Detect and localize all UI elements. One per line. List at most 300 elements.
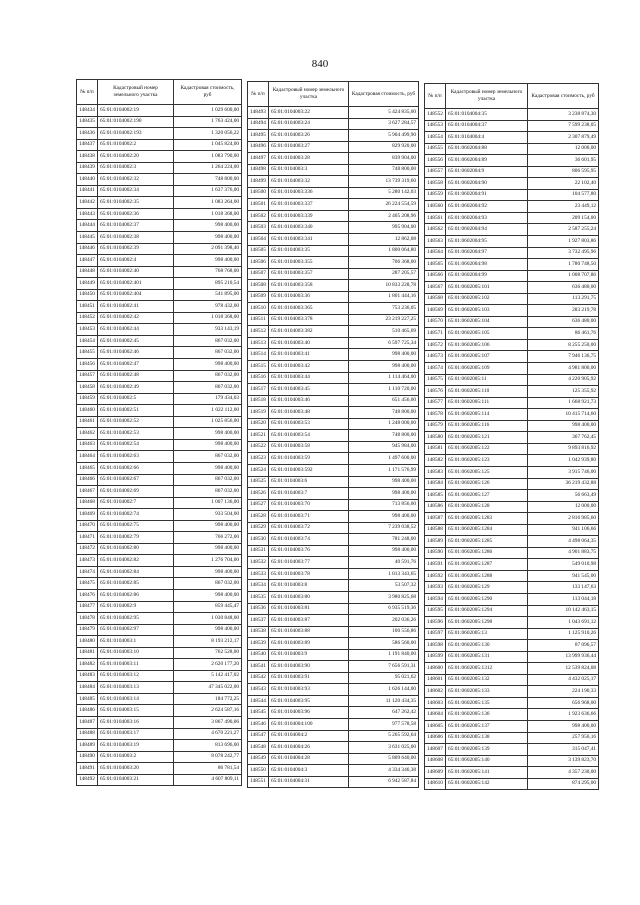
cadastral-value: 283 219,78 <box>528 305 599 317</box>
cadastral-number: 65:01:0104002:4 <box>98 255 174 267</box>
cadastral-number: 65:01:0104003:21 <box>98 774 174 786</box>
cadastral-number: 65:01:0104003:3 <box>269 164 349 176</box>
cadastral-value: 95 021,62 <box>349 672 419 684</box>
table-row <box>248 234 419 246</box>
table-row <box>77 266 242 278</box>
cadastral-value: 998 400,00 <box>528 420 599 432</box>
table-row <box>425 339 599 351</box>
table-row <box>248 776 419 788</box>
table-row <box>77 185 242 197</box>
cadastral-value: 257 956,16 <box>528 732 599 744</box>
cadastral-value: 2 405 208,96 <box>349 210 419 222</box>
header-cadastral: Кадастровый номер земельного участка <box>269 82 349 107</box>
table-row <box>77 312 242 324</box>
row-number: 148588 <box>425 524 446 536</box>
cadastral-value: 1 025 856,00 <box>174 416 242 428</box>
cadastral-number: 65:01:0602005:1286 <box>446 547 528 559</box>
table-row <box>77 578 242 590</box>
row-number: 148494 <box>248 118 269 130</box>
cadastral-value: 941 106,66 <box>528 524 599 536</box>
cadastral-number: 65:01:0602005:104 <box>446 316 528 328</box>
cadastral-value: 26 224 554,59 <box>349 199 419 211</box>
table-row <box>248 649 419 661</box>
table-row <box>77 624 242 636</box>
cadastral-value: 1 110 720,00 <box>349 384 419 396</box>
cadastral-number: 65:01:0104002:97 <box>98 624 174 636</box>
table-row <box>425 201 599 213</box>
row-number: 148516 <box>248 372 269 384</box>
table-row <box>425 744 599 756</box>
row-number: 148460 <box>77 405 98 417</box>
cadastral-value: 748 800,00 <box>349 407 419 419</box>
table-row <box>77 670 242 682</box>
row-number: 148515 <box>248 361 269 373</box>
cadastral-value: 4 498 064,35 <box>528 536 599 548</box>
table-row <box>425 120 599 132</box>
table-row <box>77 208 242 220</box>
row-number: 148469 <box>77 509 98 521</box>
table-row <box>77 589 242 601</box>
cadastral-value: 8 078 242,77 <box>174 751 242 763</box>
table-row <box>77 486 242 498</box>
row-number: 148557 <box>425 166 446 178</box>
registry-table-2 <box>247 81 419 788</box>
table-row <box>248 268 419 280</box>
table-row <box>248 314 419 326</box>
row-number: 148571 <box>425 328 446 340</box>
row-number: 148544 <box>248 695 269 707</box>
table-row <box>248 280 419 292</box>
row-number: 148514 <box>248 349 269 361</box>
table-row <box>248 626 419 638</box>
cadastral-value: 998 400,00 <box>349 349 419 361</box>
cadastral-number: 65:01:0104003:88 <box>269 626 349 638</box>
row-number: 148609 <box>425 767 446 779</box>
cadastral-value: 636 480,00 <box>528 282 599 294</box>
table-row <box>77 382 242 394</box>
table-row <box>425 720 599 732</box>
table-row <box>77 497 242 509</box>
cadastral-value: 113 044,18 <box>528 593 599 605</box>
row-number: 148534 <box>248 580 269 592</box>
table-row <box>248 257 419 269</box>
cadastral-number: 65:01:0602005:106 <box>446 339 528 351</box>
row-number: 148568 <box>425 293 446 305</box>
cadastral-value: 867 032,00 <box>174 474 242 486</box>
cadastral-value: 998 400,00 <box>174 543 242 555</box>
cadastral-number: 65:01:0602005:133 <box>446 686 528 698</box>
table-row <box>425 282 599 294</box>
cadastral-value: 933 143,19 <box>174 324 242 336</box>
cadastral-number: 65:01:0602005:142 <box>446 778 528 790</box>
table-row <box>425 524 599 536</box>
table-row <box>248 418 419 430</box>
row-number: 148449 <box>77 278 98 290</box>
cadastral-number: 65:01:0104003:59 <box>269 453 349 465</box>
cadastral-number: 65:01:0602005:13 <box>446 628 528 640</box>
cadastral-number: 65:01:0104002:42 <box>98 312 174 324</box>
table-row <box>77 416 242 428</box>
cadastral-value: 1 320 056,22 <box>174 128 242 140</box>
cadastral-value: 1 022 112,00 <box>174 405 242 417</box>
table-row <box>248 476 419 488</box>
row-number: 148508 <box>248 280 269 292</box>
cadastral-value: 998 400,00 <box>528 720 599 732</box>
table-row <box>425 432 599 444</box>
header-cadastral: Кадастровый номер земельного участка <box>98 80 174 105</box>
row-number: 148565 <box>425 259 446 271</box>
cadastral-number: 65:01:0602004:99 <box>446 270 528 282</box>
cadastral-value: 1 927 803,86 <box>528 236 599 248</box>
table-row <box>248 407 419 419</box>
registry-table-1 <box>76 79 242 786</box>
table-row <box>425 501 599 513</box>
row-number: 148504 <box>248 234 269 246</box>
cadastral-number: 65:01:0104002:53 <box>98 428 174 440</box>
cadastral-number: 65:01:0602005:1287 <box>446 559 528 571</box>
cadastral-value: 7 599 238,05 <box>528 120 599 132</box>
table-row <box>248 361 419 373</box>
cadastral-value: 510 465,09 <box>349 326 419 338</box>
header-cadastral: Кадастровый номер земельного участка <box>446 84 528 109</box>
cadastral-number: 65:01:0602005:1294 <box>446 605 528 617</box>
cadastral-number: 65:01:0104003:93 <box>269 684 349 696</box>
row-number: 148525 <box>248 476 269 488</box>
cadastral-value: 3 631 025,00 <box>349 742 419 754</box>
row-number: 148482 <box>77 659 98 671</box>
row-number: 148465 <box>77 462 98 474</box>
row-number: 148527 <box>248 499 269 511</box>
cadastral-number: 65:01:0104003:355 <box>269 257 349 269</box>
cadastral-value: 11 120 434,35 <box>349 695 419 707</box>
cadastral-value: 1 045 824,00 <box>174 139 242 151</box>
cadastral-value: 36 601,95 <box>528 155 599 167</box>
cadastral-value: 1 800 064,80 <box>349 245 419 257</box>
row-number: 148547 <box>248 730 269 742</box>
table-row <box>248 453 419 465</box>
row-number: 148555 <box>425 143 446 155</box>
table-row <box>248 199 419 211</box>
row-number: 148545 <box>248 707 269 719</box>
table-row <box>425 628 599 640</box>
row-number: 148498 <box>248 164 269 176</box>
row-number: 148459 <box>77 393 98 405</box>
cadastral-value: 1 248 000,00 <box>349 418 419 430</box>
table-row <box>248 672 419 684</box>
row-number: 148584 <box>425 478 446 490</box>
table-row <box>77 682 242 694</box>
cadastral-value: 3 867 490,06 <box>174 716 242 728</box>
cadastral-value: 1 029 600,00 <box>174 105 242 117</box>
cadastral-number: 65:01:0104003:45 <box>269 384 349 396</box>
table-row <box>425 559 599 571</box>
cadastral-value: 3 980 825,68 <box>349 591 419 603</box>
cadastral-value: 998 400,00 <box>349 545 419 557</box>
table-row <box>248 372 419 384</box>
table-row <box>248 222 419 234</box>
row-number: 148535 <box>248 591 269 603</box>
cadastral-number: 65:01:0104003:11 <box>98 659 174 671</box>
cadastral-value: 40 591,76 <box>349 557 419 569</box>
cadastral-value: 2 624 587,16 <box>174 705 242 717</box>
row-number: 148481 <box>77 647 98 659</box>
table-row <box>77 116 242 128</box>
table-row <box>425 593 599 605</box>
row-number: 148496 <box>248 141 269 153</box>
table-row <box>425 224 599 236</box>
table-row <box>425 697 599 709</box>
table-row <box>248 580 419 592</box>
row-number: 148551 <box>248 776 269 788</box>
cadastral-value: 829 920,00 <box>349 141 419 153</box>
cadastral-number: 65:01:0602005:131 <box>446 651 528 663</box>
cadastral-number: 65:01:0104002:37 <box>98 220 174 232</box>
row-number: 148540 <box>248 649 269 661</box>
cadastral-number: 65:01:0602004:98 <box>446 259 528 271</box>
table-row <box>425 778 599 790</box>
row-number: 148569 <box>425 305 446 317</box>
table-row <box>77 659 242 671</box>
table-row <box>77 647 242 659</box>
cadastral-value: 5 280 142,03 <box>349 187 419 199</box>
table-row <box>77 139 242 151</box>
cadastral-number: 65:01:0602005:137 <box>446 720 528 732</box>
table-row <box>425 420 599 432</box>
cadastral-value: 6 942 587,84 <box>349 776 419 788</box>
row-number: 148507 <box>248 268 269 280</box>
row-number: 148520 <box>248 418 269 430</box>
cadastral-number: 65:01:0104002:38 <box>98 232 174 244</box>
cadastral-number: 65:01:0104002:193 <box>98 128 174 140</box>
cadastral-number: 65:01:0104003:382 <box>269 326 349 338</box>
cadastral-number: 65:01:0104002:35 <box>98 197 174 209</box>
cadastral-value: 5 265 592,64 <box>349 730 419 742</box>
cadastral-number: 65:01:0104003:341 <box>269 234 349 246</box>
row-number: 148523 <box>248 453 269 465</box>
table-row <box>425 386 599 398</box>
cadastral-value: 4 607 809,11 <box>174 774 242 786</box>
cadastral-number: 65:01:0104003:2 <box>98 751 174 763</box>
row-number: 148439 <box>77 162 98 174</box>
row-number: 148485 <box>77 693 98 705</box>
cadastral-value: 113 291,75 <box>528 293 599 305</box>
row-number: 148603 <box>425 697 446 709</box>
cadastral-value: 998 400,00 <box>174 589 242 601</box>
table-row <box>77 474 242 486</box>
cadastral-number: 65:01:0602005:116 <box>446 420 528 432</box>
cadastral-value: 998 400,00 <box>174 624 242 636</box>
cadastral-number: 65:01:0104003:48 <box>269 407 349 419</box>
cadastral-value: 5 424 835,00 <box>349 107 419 119</box>
cadastral-value: 867 032,00 <box>174 451 242 463</box>
cadastral-number: 65:01:0104002:80 <box>98 543 174 555</box>
cadastral-value: 768 768,00 <box>174 266 242 278</box>
row-number: 148489 <box>77 740 98 752</box>
cadastral-value: 998 400,00 <box>174 520 242 532</box>
row-number: 148450 <box>77 289 98 301</box>
cadastral-value: 2 620 177,20 <box>174 659 242 671</box>
cadastral-value: 1 801 444,16 <box>349 291 419 303</box>
cadastral-value: 1 007 136,00 <box>174 497 242 509</box>
cadastral-value: 104 577,80 <box>528 189 599 201</box>
row-number: 148532 <box>248 557 269 569</box>
table-row <box>77 636 242 648</box>
cadastral-value: 10 142 463,15 <box>528 605 599 617</box>
table-row <box>77 532 242 544</box>
table-row <box>425 513 599 525</box>
row-number: 148451 <box>77 301 98 313</box>
row-number: 148579 <box>425 420 446 432</box>
cadastral-number: 65:01:0602005:130 <box>446 640 528 652</box>
cadastral-value: 998 400,00 <box>174 462 242 474</box>
table-row <box>248 130 419 142</box>
row-number: 148576 <box>425 386 446 398</box>
cadastral-value: 12 862,08 <box>349 234 419 246</box>
table-row <box>248 742 419 754</box>
cadastral-value: 209 154,00 <box>528 212 599 224</box>
row-number: 148519 <box>248 407 269 419</box>
cadastral-number: 65:01:0602005:126 <box>446 478 528 490</box>
cadastral-value: 651 456,00 <box>349 395 419 407</box>
row-number: 148437 <box>77 139 98 151</box>
row-number: 148606 <box>425 732 446 744</box>
table-row <box>248 684 419 696</box>
cadastral-value: 86 461,76 <box>528 328 599 340</box>
cadastral-number: 65:01:0104002:34 <box>98 185 174 197</box>
cadastral-number: 65:01:0104003:378 <box>269 314 349 326</box>
cadastral-number: 65:01:0104004:35 <box>446 109 528 121</box>
cadastral-number: 65:01:0104002:69 <box>98 486 174 498</box>
cadastral-value: 867 032,00 <box>174 370 242 382</box>
cadastral-number: 65:01:0104003:6 <box>269 476 349 488</box>
cadastral-value: 2 587 255,24 <box>528 224 599 236</box>
table-row <box>77 335 242 347</box>
table-row <box>248 245 419 257</box>
cadastral-number: 65:01:0104002:86 <box>98 589 174 601</box>
header-value: Кадастровая стоимость, руб <box>349 82 419 107</box>
cadastral-value: 7 239 038,52 <box>349 522 419 534</box>
cadastral-number: 65:01:0104002:49 <box>98 382 174 394</box>
cadastral-value: 748 800,00 <box>174 174 242 186</box>
cadastral-number: 65:01:0104003:74 <box>269 534 349 546</box>
cadastral-value: 13 739 319,60 <box>349 176 419 188</box>
cadastral-value: 315 047,41 <box>528 744 599 756</box>
cadastral-value: 1 668 921,73 <box>528 397 599 409</box>
table-row <box>425 686 599 698</box>
row-number: 148491 <box>77 763 98 775</box>
cadastral-value: 1 018 368,00 <box>174 312 242 324</box>
cadastral-number: 65:01:0104004:3 <box>269 765 349 777</box>
table-row <box>248 591 419 603</box>
cadastral-number: 65:01:0104002:63 <box>98 451 174 463</box>
cadastral-number: 65:01:0104003:337 <box>269 199 349 211</box>
row-number: 148446 <box>77 243 98 255</box>
cadastral-number: 65:01:0104004:2 <box>269 730 349 742</box>
row-number: 148456 <box>77 359 98 371</box>
cadastral-value: 748 800,00 <box>349 164 419 176</box>
row-number: 148554 <box>425 132 446 144</box>
table-row <box>425 443 599 455</box>
row-number: 148533 <box>248 568 269 580</box>
row-number: 148595 <box>425 605 446 617</box>
table-row <box>248 615 419 627</box>
cadastral-number: 65:01:0104003:10 <box>98 647 174 659</box>
row-number: 148475 <box>77 578 98 590</box>
table-row <box>425 409 599 421</box>
table-row <box>77 462 242 474</box>
cadastral-number: 65:01:0104003:81 <box>269 603 349 615</box>
table-row <box>248 730 419 742</box>
table-row <box>77 405 242 417</box>
cadastral-value: 2 307 879,49 <box>528 132 599 144</box>
cadastral-value: 998 400,00 <box>349 476 419 488</box>
cadastral-value: 367 762,45 <box>528 432 599 444</box>
table-row <box>425 755 599 767</box>
table-row <box>77 197 242 209</box>
cadastral-value: 998 400,00 <box>174 255 242 267</box>
cadastral-number: 65:01:0104003:12 <box>98 670 174 682</box>
row-number: 148483 <box>77 670 98 682</box>
cadastral-number: 65:01:0104003:46 <box>269 395 349 407</box>
cadastral-value: 5 809 640,00 <box>349 753 419 765</box>
cadastral-number: 65:01:0602005:110 <box>446 386 528 398</box>
row-number: 148445 <box>77 232 98 244</box>
row-number: 148452 <box>77 312 98 324</box>
row-number: 148578 <box>425 409 446 421</box>
row-number: 148605 <box>425 720 446 732</box>
cadastral-number: 65:01:0602005:138 <box>446 732 528 744</box>
cadastral-number: 65:01:0104002:52 <box>98 416 174 428</box>
table-row <box>425 351 599 363</box>
row-number: 148454 <box>77 335 98 347</box>
row-number: 148466 <box>77 474 98 486</box>
header-num: № п/п <box>248 82 269 107</box>
row-number: 148574 <box>425 363 446 375</box>
table-row <box>248 326 419 338</box>
header-num: № п/п <box>425 84 446 109</box>
row-number: 148492 <box>77 774 98 786</box>
cadastral-value: 5 142 417,02 <box>174 670 242 682</box>
table-row <box>248 638 419 650</box>
row-number: 148580 <box>425 432 446 444</box>
row-number: 148497 <box>248 153 269 165</box>
table-row <box>248 464 419 476</box>
row-number: 148597 <box>425 628 446 640</box>
cadastral-number: 65:01:0602005:121 <box>446 432 528 444</box>
cadastral-value: 1 497 600,00 <box>349 453 419 465</box>
table-row <box>77 601 242 613</box>
cadastral-number: 65:01:0104003:76 <box>269 545 349 557</box>
cadastral-value: 1 780 748,50 <box>528 259 599 271</box>
cadastral-number: 65:01:0602005:111 <box>446 397 528 409</box>
cadastral-number: 65:01:0104003:22 <box>269 107 349 119</box>
cadastral-number: 65:01:0104004:100 <box>269 718 349 730</box>
row-number: 148601 <box>425 674 446 686</box>
row-number: 148444 <box>77 220 98 232</box>
row-number: 148548 <box>248 742 269 754</box>
cadastral-number: 65:01:0602005:139 <box>446 744 528 756</box>
row-number: 148513 <box>248 337 269 349</box>
cadastral-value: 86 781,54 <box>174 763 242 775</box>
table-row <box>248 718 419 730</box>
cadastral-number: 65:01:0602004:95 <box>446 236 528 248</box>
cadastral-number: 65:01:0602005:1298 <box>446 617 528 629</box>
cadastral-value: 10 415 714,60 <box>528 409 599 421</box>
cadastral-number: 65:01:0104004:37 <box>446 120 528 132</box>
cadastral-value: 748 800,00 <box>349 430 419 442</box>
cadastral-value: 753 236,05 <box>349 303 419 315</box>
table-row <box>77 232 242 244</box>
